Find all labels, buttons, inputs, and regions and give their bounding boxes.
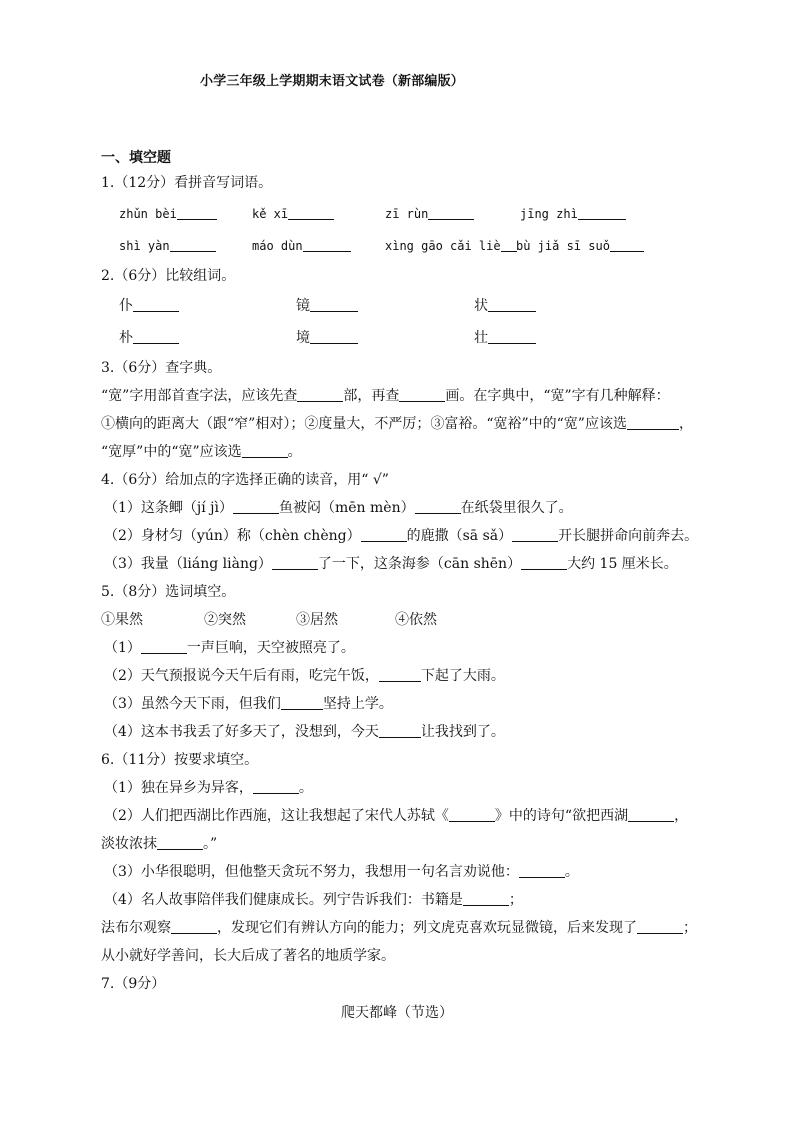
question-7-heading: 7.（9分） [101,976,166,992]
answer-blank[interactable] [177,205,217,220]
question-5-sub-1: （1） 一声巨响，天空被照亮了。 [104,640,355,656]
pinyin-item: bù jiǎ sī suǒ [516,236,644,257]
pinyin-item: zī rùn [385,204,474,225]
answer-blank[interactable] [253,779,299,794]
answer-blank[interactable] [141,639,187,654]
answer-blank[interactable] [379,667,421,682]
answer-blank[interactable] [272,555,318,570]
question-2-heading: 2.（6分）比较组词。 [101,268,236,284]
question-4-sub-2: （2）身材匀（yún）称（chèn chèng） 的鹿撒（sā sǎ） 开长腿拼命向前奔去。 [104,528,699,544]
answer-blank[interactable] [171,919,217,934]
question-5-sub-2: （2）天气预报说今天午后有雨，吃完午饭， 下起了大雨。 [104,668,505,684]
question-6-sub-4: （4）名人故事陪伴我们健康成长。列宁告诉我们：书籍是 ； [104,892,523,908]
question-6-sub-4-cont: 法布尔观察 ，发现它们有辨认方向的能力；列文虎克喜欢玩显微镜，后来发现了 ； [101,920,697,936]
answer-blank[interactable] [627,415,679,430]
answer-blank[interactable] [242,443,288,458]
question-4-heading: 4.（6分）给加点的字选择正确的读音，用“ √” [101,472,389,488]
char-item: 境 [296,328,358,348]
answer-blank[interactable] [133,329,179,344]
section-title: 一、填空题 [101,150,171,166]
question-6-sub-2: （2）人们把西湖比作西施，这让我想起了宋代人苏轼《 》中的诗句“欲把西湖 ， [104,808,689,824]
passage-title: 爬天都峰（节选） [341,1005,453,1021]
question-6-sub-4-end: 从小就好学善问，长大后成了著名的地质学家。 [101,948,395,964]
question-6-sub-3: （3）小华很聪明，但他整天贪玩不努力，我想用一句名言劝说他： 。 [104,864,579,880]
answer-blank[interactable] [501,237,517,252]
char-item: 镜 [296,296,358,316]
answer-blank[interactable] [428,205,474,220]
question-3-line-2: ①横向的距离大（跟“窄”相对）；②度量大，不严厉；③富裕。“宽裕”中的“宽”应该选 ， [101,416,693,432]
pinyin-item: kě xī [252,204,334,225]
answer-blank[interactable] [310,297,358,312]
answer-blank[interactable] [512,527,558,542]
option-4: ④依然 [395,612,437,628]
answer-blank[interactable] [157,835,203,850]
answer-blank[interactable] [449,807,495,822]
answer-blank[interactable] [233,499,279,514]
answer-blank[interactable] [415,499,461,514]
answer-blank[interactable] [379,723,421,738]
answer-blank[interactable] [637,919,683,934]
question-6-heading: 6.（11分）按要求填空。 [101,752,259,768]
question-3-line-1: “宽”字用部首查字法，应该先查 部，再查 画。在字典中，“宽”字有几种解释： [101,388,670,404]
answer-blank[interactable] [310,329,358,344]
answer-blank[interactable] [133,297,179,312]
answer-blank[interactable] [303,237,351,252]
char-item: 状 [474,296,536,316]
question-3-heading: 3.（6分）查字典。 [101,360,222,376]
answer-blank[interactable] [170,237,216,252]
option-3: ③居然 [296,612,338,628]
char-item: 壮 [474,328,536,348]
question-6-sub-1: （1）独在异乡为异客， 。 [104,780,313,796]
answer-blank[interactable] [488,297,536,312]
answer-blank[interactable] [521,555,567,570]
option-1: ①果然 [101,612,143,628]
option-2: ②突然 [204,612,246,628]
question-5-sub-3: （3）虽然今天下雨，但我们 坚持上学。 [104,696,393,712]
answer-blank[interactable] [361,527,407,542]
pinyin-item: máo dùn [252,236,351,257]
pinyin-item: xìng gāo cǎi liè [385,236,517,257]
document-title: 小学三年级上学期期末语文试卷（新部编版） [200,74,465,89]
char-item: 朴 [119,328,179,348]
question-3-line-3: “宽厚”中的“宽”应该选 。 [101,444,302,460]
pinyin-item: jīng zhì [520,204,626,225]
char-item: 仆 [119,296,179,316]
answer-blank[interactable] [610,237,644,252]
question-1-heading: 1.（12分）看拼音写词语。 [101,175,273,191]
question-5-sub-4: （4）这本书我丢了好多天了，没想到，今天 让我找到了。 [104,724,505,740]
question-4-sub-3: （3）我量（liáng liàng） 了一下，这条海参（cān shēn） 大约 15 厘米长。 [104,556,678,572]
answer-blank[interactable] [288,205,334,220]
answer-blank[interactable] [488,329,536,344]
answer-blank[interactable] [519,863,565,878]
answer-blank[interactable] [463,891,509,906]
question-5-heading: 5.（8分）选词填空。 [101,584,236,600]
answer-blank[interactable] [628,807,674,822]
answer-blank[interactable] [281,695,323,710]
question-4-sub-1: （1）这条鲫（jí jì） 鱼被闷（mēn mèn） 在纸袋里很久了。 [104,500,573,516]
answer-blank[interactable] [578,205,626,220]
answer-blank[interactable] [297,387,343,402]
question-6-sub-2-cont: 淡妆浓抹 。” [101,836,218,852]
answer-blank[interactable] [399,387,445,402]
pinyin-item: zhǔn bèi [119,204,217,225]
pinyin-item: shì yàn [119,236,216,257]
